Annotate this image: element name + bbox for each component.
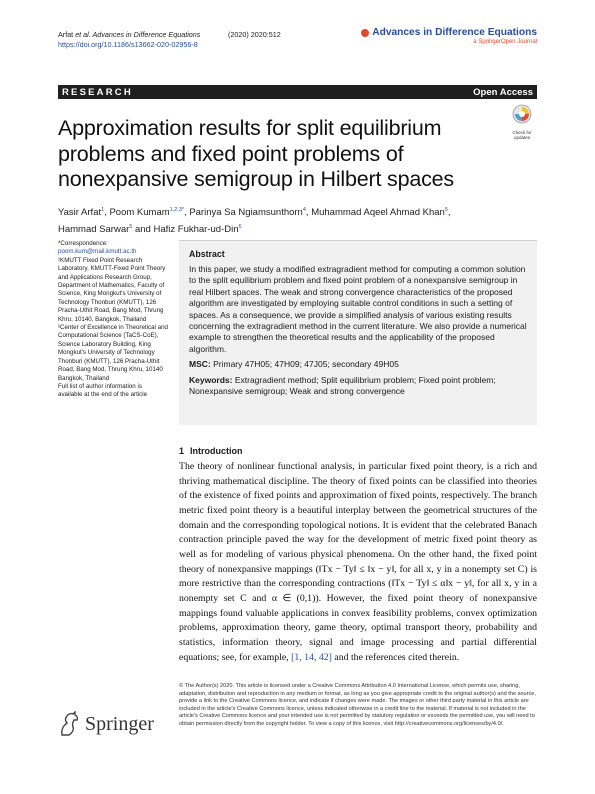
citation-volume: (2020) 2020:512: [228, 30, 281, 39]
body-paragraph: The theory of nonlinear functional analysis, in particular fixed point theory, is a rich and thriving mathematical discipline. The theory of fixed points can be classified into theories of the existence of fixed points and approximation of fixed points, respectively. The branch metric fixed point theory is a beautiful interplay between the geometrical structures of the domain and the corresponding topological notions. It is evident that the celebrated Banach contraction principle paved the way for the development of metric fixed point theory as well as for modeling of various physical phenomena. On the other hand, the fixed point theory of nonexpansive mappings (‖Tx − Ty‖ ≤ ‖x − y‖, for all x, y in a nonempty set C) is more restrictive than the corresponding contractions (‖Tx − Ty‖ ≤ α‖x − y‖, for all x, y in a nonempty set C and α ∈ (0,1)). However, the fixed point theory of nonexpansive mappings found valuable applications in convex feasibility problems, convex optimization problems, approximation theory, game theory, optimal transport theory, probability and statistics, information theory, signal and image processing and partial differential equations; see, for example, [1, 14, 42] and the references cited therein.: [179, 461, 537, 663]
publisher-line: a SpringerOpen Journal: [473, 39, 537, 45]
journal-branding: [361, 27, 537, 45]
open-access-label: Open Access: [473, 86, 533, 98]
section-title: Introduction: [190, 446, 243, 456]
citation-refs[interactable]: [1, 14, 42]: [291, 651, 332, 663]
license-notice: © The Author(s) 2020. This article is licensed under a Creative Commons Attribution 4.0 International License, which permits use, sharing, adaptation, distribution and reproduction in any medium or format, as long as you give appropriate credit to the original author(s) and the source, provide a link to the Creative Commons licence, and indicate if changes were made. The images or other third party material in this article are included in the article's Creative Commons licence, unless indicated otherwise in a credit line to the material. If material is not included in the article's Creative Commons licence and your intended use is not permitted by statutory regulation or exceeds the permitted use, you will need to obtain permission directly from the copyright holder. To view a copy of this licence, visit http://creativecommons.org/licenses/by/4.0/.: [179, 683, 536, 727]
article-title: Approximation results for split equilibrium problems and fixed point problems of nonexpansive semigroup in Hilbert spaces: [58, 116, 454, 191]
article-type-label: RESEARCH: [62, 86, 133, 98]
affiliation-sidebar: [58, 240, 168, 400]
affiliation-1: ¹KMUTT Fixed Point Research Laboratory, KMUTT-Fixed Point Theory and Applications Research Group, Department of Mathematics, Faculty of Science, King Mongkut's University of Technology Thonburi (KMUTT), 126 Pracha-Uthit Road, Bang Mod, Thrung Khru, 10140, Bangkok, Thailand: [58, 256, 166, 323]
abstract-text: In this paper, we study a modified extragradient method for computing a common solution to the split equilibrium problem and fixed point problem of a nonexpansive semigroup in real Hilbert spaces. The weak and strong convergence characteristics of the proposed algorithm are investigated by employing suitable control conditions in such a setting of spaces. As a consequence, we provide a simplified analysis of various existing results concerning the extragradient method in the current literature. We also provide a numerical example to strengthen the theoretical results and the applicability of the proposed algorithm.: [189, 264, 527, 354]
abstract-box: [179, 240, 537, 425]
journal-logo-icon: [361, 29, 369, 37]
author[interactable]: Hammad Sarwar$^5$: [58, 224, 133, 236]
section-heading: [179, 446, 243, 456]
springer-horse-icon: [58, 711, 80, 737]
crossmark-label: Check for updates: [512, 130, 532, 140]
author[interactable]: Muhammad Aqeel Ahmad Khan$^5$: [311, 207, 448, 219]
correspondence-email[interactable]: poom.kum@mail.kmutt.ac.th: [58, 248, 137, 256]
citation-journal: et al. Advances in Difference Equations: [75, 30, 201, 39]
article-type-banner: [58, 85, 537, 99]
crossmark-icon: [508, 104, 536, 124]
full-author-info-note: Full list of author information is available at the end of the article: [58, 382, 148, 399]
author[interactable]: Parinya Sa Ngiamsunthorn$^4$: [189, 207, 306, 219]
author[interactable]: Poom Kumam$^{1,2,3*}$: [109, 207, 185, 219]
citation-prefix: Arfat: [58, 30, 76, 39]
journal-name: Advances in Difference Equations: [372, 27, 537, 38]
springer-wordmark: Springer: [85, 712, 154, 735]
doi-link[interactable]: https://doi.org/10.1186/s13662-020-02956-8: [58, 39, 198, 49]
abstract-heading: Abstract: [189, 249, 225, 259]
springer-logo: [58, 711, 154, 737]
author-list: Yasir Arfat$^1$, Poom Kumam$^{1,2,3*}$, Parinya Sa Ngiamsunthorn$^4$, Muhammad Aqeel Ahmad Khan$^5$, Hammad Sarwar$^5$ and Hafiz Fukhar-ud-Din$^6$: [58, 207, 451, 236]
author[interactable]: Hafiz Fukhar-ud-Din$^6$: [153, 224, 242, 236]
correspondence-label: *Correspondence:: [58, 240, 108, 247]
affiliation-2: ²Center of Excellence in Theoretical and Computational Science (TaCS-CoE), Science Laboratory Building, King Mongkut's University of Technology Thonburi (KMUTT), 126 Pracha-Uthit Road, Bang Mod, Thrung Khru, 10140 Bangkok, Thailand: [58, 324, 168, 382]
keywords: Keywords: Extragradient method; Split equilibrium problem; Fixed point problem; Nonexpansive semigroup; Weak and strong convergence: [189, 374, 496, 397]
running-header-citation: [58, 30, 200, 49]
msc-codes: MSC: Primary 47H05; 47H09; 47J05; secondary 49H05: [189, 359, 399, 370]
check-for-updates-badge[interactable]: [508, 104, 536, 140]
author[interactable]: Yasir Arfat$^1$: [58, 207, 105, 219]
section-number: 1: [179, 446, 185, 456]
journal-logo[interactable]: [361, 27, 537, 38]
